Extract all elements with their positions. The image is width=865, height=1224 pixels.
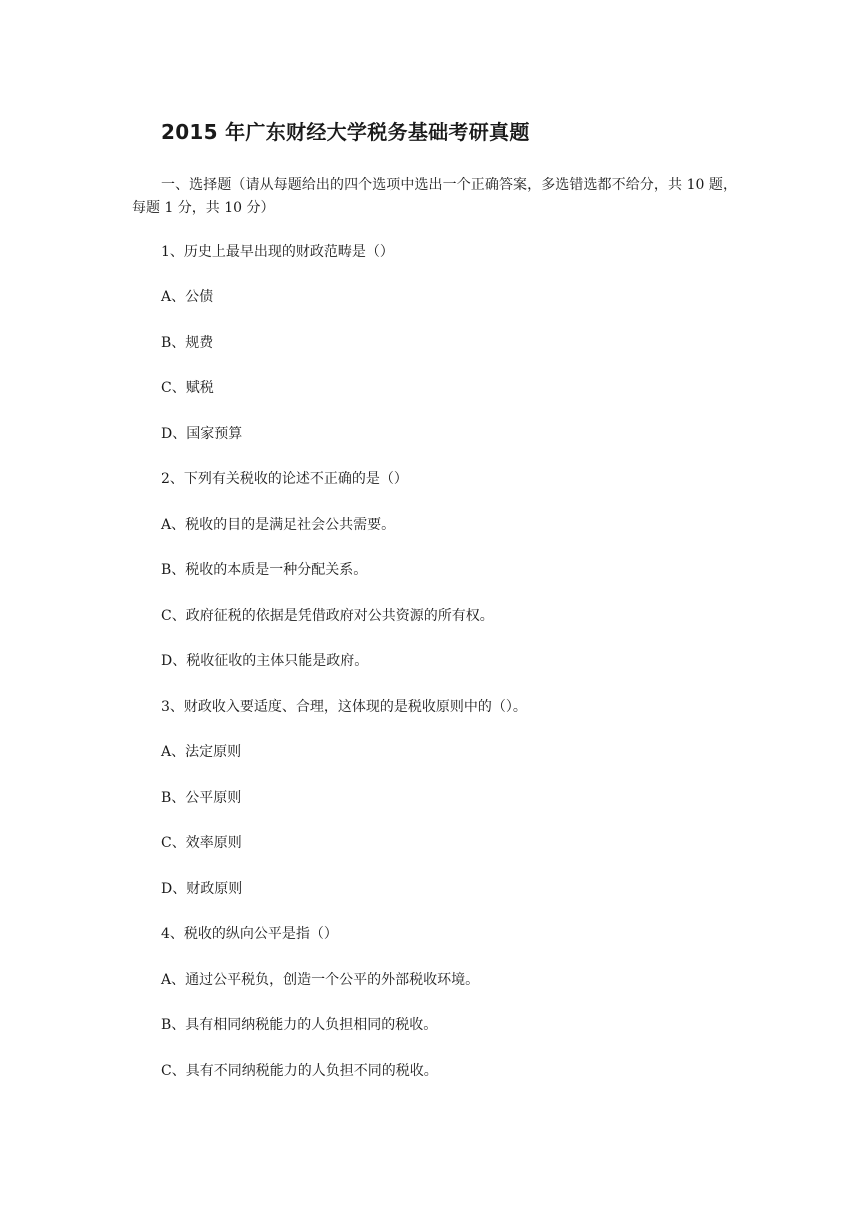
- question-stem: 3、财政收入要适度、合理，这体现的是税收原则中的（）。: [161, 699, 527, 715]
- question-option: A、通过公平税负，创造一个公平的外部税收环境。: [161, 972, 480, 988]
- question-option: C、具有不同纳税能力的人负担不同的税收。: [161, 1063, 438, 1079]
- question-option: A、公债: [161, 289, 214, 305]
- document-title: 2015 年广东财经大学税务基础考研真题: [161, 120, 530, 144]
- question-option: C、政府征税的依据是凭借政府对公共资源的所有权。: [161, 608, 494, 624]
- question-stem: 4、税收的纵向公平是指（）: [161, 926, 338, 942]
- question-option: C、效率原则: [161, 835, 242, 851]
- question-option: A、税收的目的是满足社会公共需要。: [161, 517, 396, 533]
- question-option: D、国家预算: [161, 426, 243, 442]
- question-option: A、法定原则: [161, 744, 242, 760]
- question-option: B、税收的本质是一种分配关系。: [161, 562, 368, 578]
- question-stem: 2、下列有关税收的论述不正确的是（）: [161, 471, 408, 487]
- question-option: B、规费: [161, 335, 214, 351]
- question-option: B、具有相同纳税能力的人负担相同的税收。: [161, 1017, 438, 1033]
- section-intro: 一、选择题（请从每题给出的四个选项中选出一个正确答案，多选错选都不给分，共 10 题，每题 1 分，共 10 分）: [132, 177, 737, 216]
- question-option: B、公平原则: [161, 790, 242, 806]
- question-option: C、赋税: [161, 380, 214, 396]
- question-stem: 1、历史上最早出现的财政范畴是（）: [161, 244, 394, 260]
- question-option: D、税收征收的主体只能是政府。: [161, 653, 369, 669]
- question-option: D、财政原则: [161, 881, 243, 897]
